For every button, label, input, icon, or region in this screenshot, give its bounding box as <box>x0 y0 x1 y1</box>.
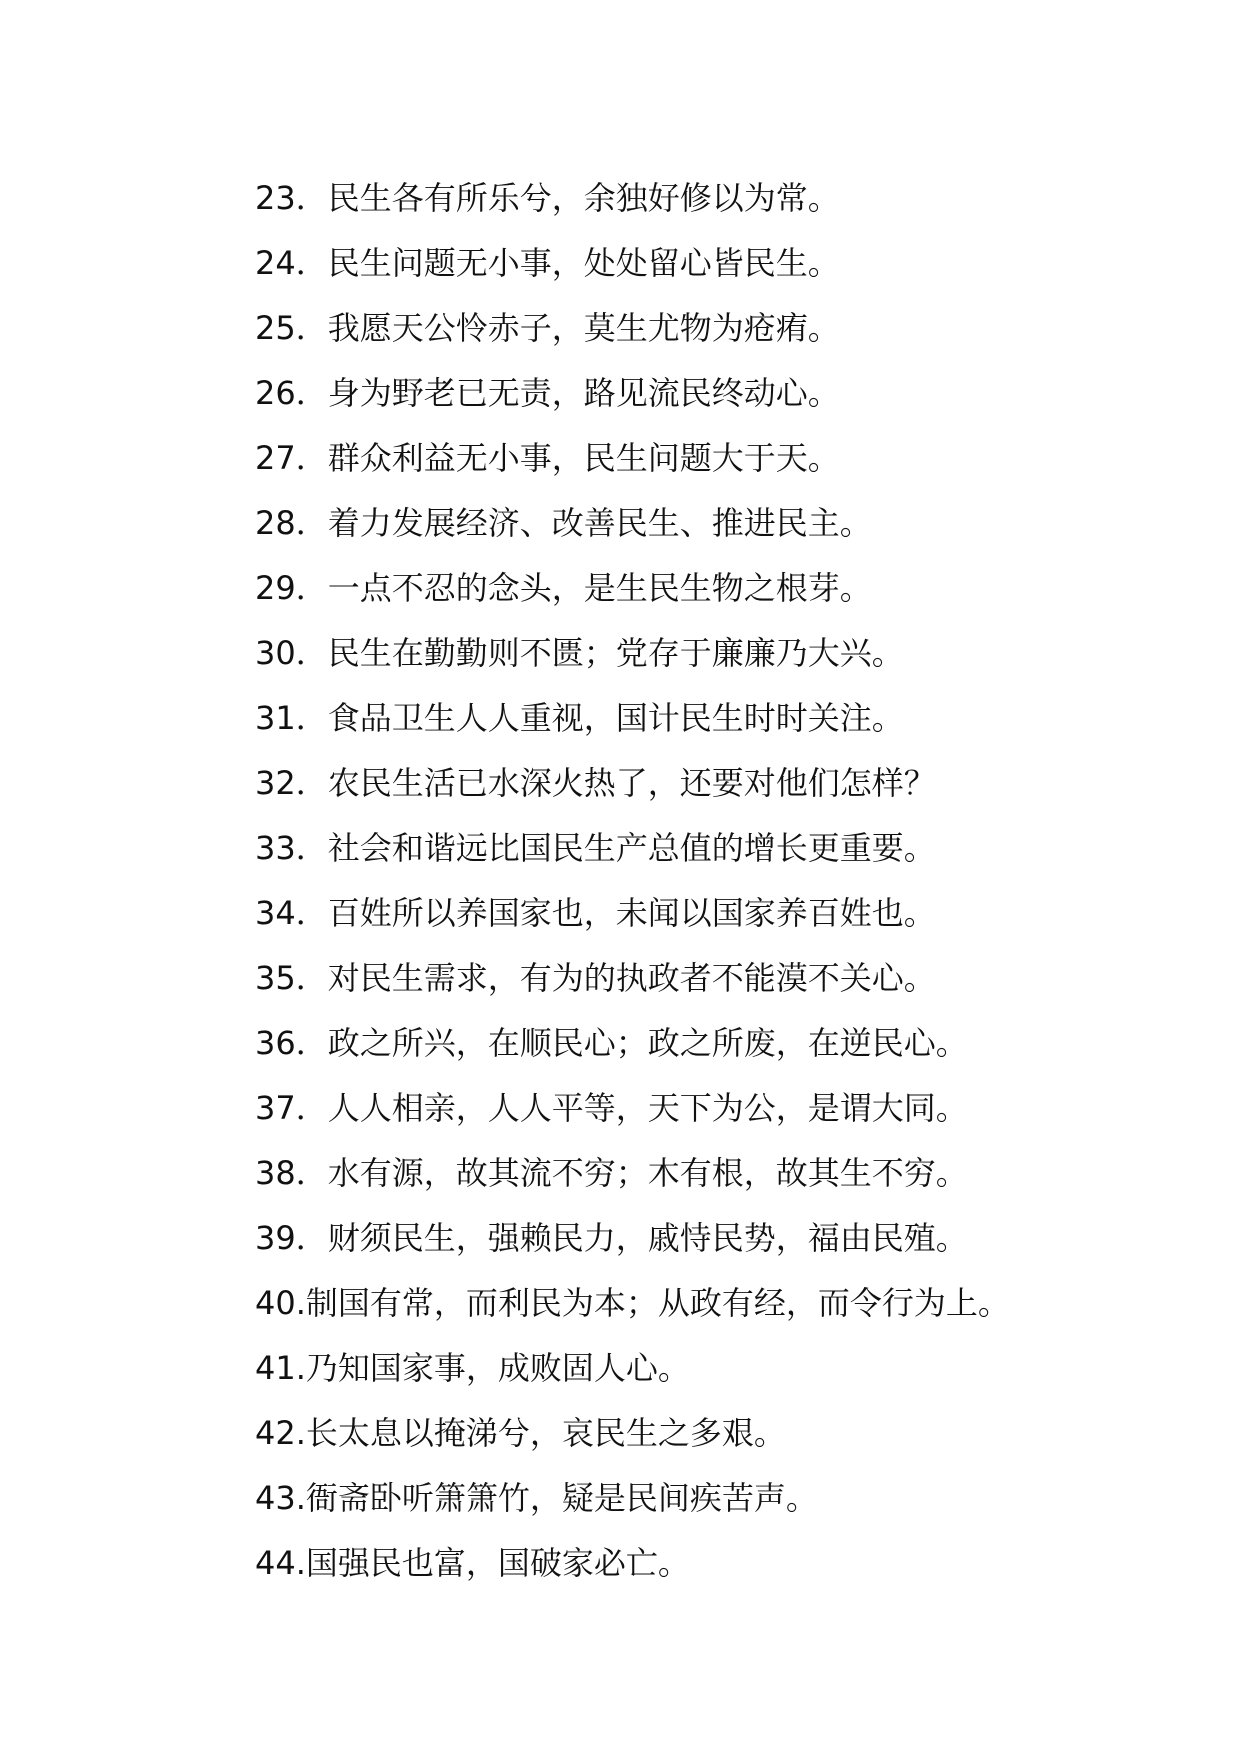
quote-line-44: 44.国强民也富，国破家必亡。 <box>255 1544 690 1582</box>
quote-line-28: 28．着力发展经济、改善民生、推进民主。 <box>255 504 872 542</box>
quote-line-37: 37．人人相亲，人人平等，天下为公，是谓大同。 <box>255 1089 968 1127</box>
quote-line-34: 34．百姓所以养国家也，未闻以国家养百姓也。 <box>255 894 936 932</box>
quote-line-29: 29．一点不忍的念头，是生民生物之根芽。 <box>255 569 872 607</box>
quote-line-24: 24．民生问题无小事，处处留心皆民生。 <box>255 244 840 282</box>
quote-line-43: 43.衙斋卧听箫箫竹，疑是民间疾苦声。 <box>255 1479 818 1517</box>
quote-line-26: 26．身为野老已无责，路见流民终动心。 <box>255 374 840 412</box>
quote-line-25: 25．我愿天公怜赤子，莫生尤物为疮痏。 <box>255 309 840 347</box>
quote-line-32: 32．农民生活已水深火热了，还要对他们怎样？ <box>255 764 936 802</box>
quote-line-39: 39．财须民生，强赖民力，戚恃民势，福由民殖。 <box>255 1219 968 1257</box>
quote-line-30: 30．民生在勤勤则不匮；党存于廉廉乃大兴。 <box>255 634 904 672</box>
quote-line-23: 23．民生各有所乐兮，余独好修以为常。 <box>255 179 840 217</box>
quote-line-31: 31．食品卫生人人重视，国计民生时时关注。 <box>255 699 904 737</box>
quote-line-41: 41.乃知国家事，成败固人心。 <box>255 1349 690 1387</box>
quote-list <box>255 166 1010 1596</box>
quote-line-33: 33．社会和谐远比国民生产总值的增长更重要。 <box>255 829 936 867</box>
quote-line-42: 42.长太息以掩涕兮，哀民生之多艰。 <box>255 1414 786 1452</box>
quote-line-40: 40.制国有常，而利民为本；从政有经，而令行为上。 <box>255 1284 1010 1322</box>
quote-line-36: 36．政之所兴，在顺民心；政之所废，在逆民心。 <box>255 1024 968 1062</box>
quote-line-38: 38．水有源，故其流不穷；木有根，故其生不穷。 <box>255 1154 968 1192</box>
quote-line-27: 27．群众利益无小事，民生问题大于天。 <box>255 439 840 477</box>
quote-line-35: 35．对民生需求，有为的执政者不能漠不关心。 <box>255 959 936 997</box>
